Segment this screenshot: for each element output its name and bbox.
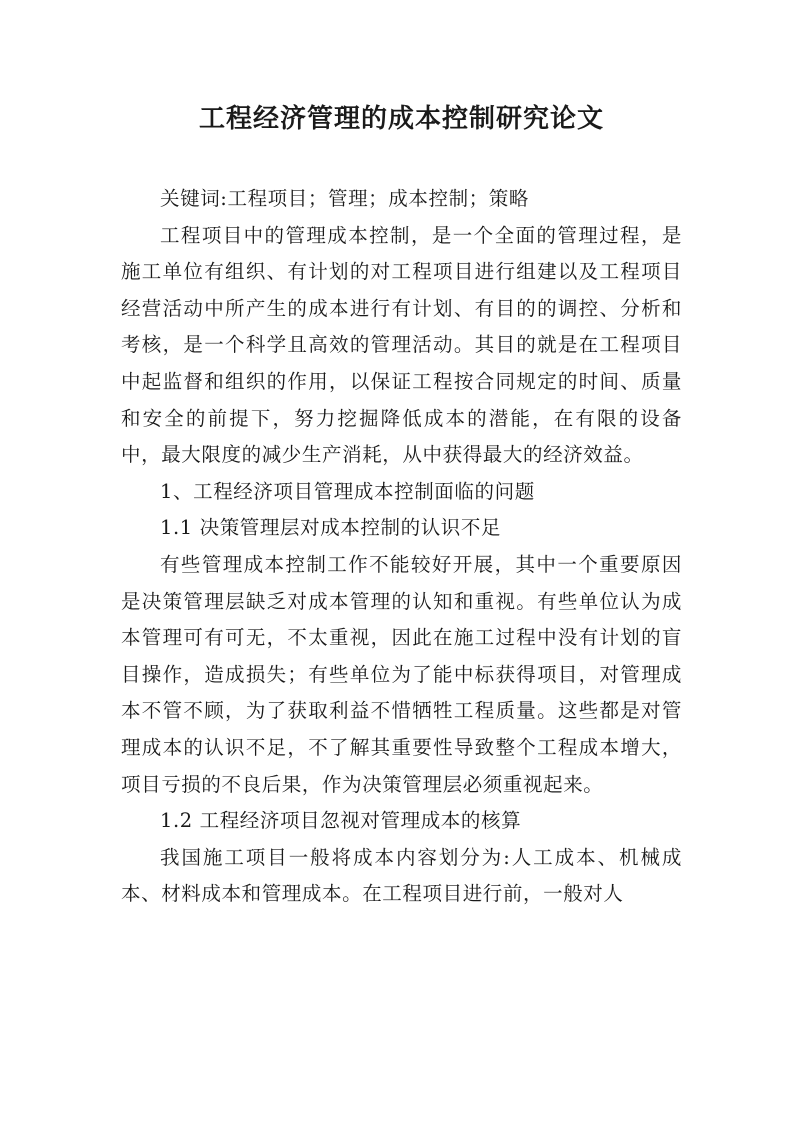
keywords-line: 关键词:工程项目；管理；成本控制；策略 [160,187,529,210]
document-title: 工程经济管理的成本控制研究论文 [198,104,604,134]
document-body [121,181,682,913]
intro-paragraph: 工程项目中的管理成本控制，是一个全面的管理过程，是施工单位有组织、有计划的对工程项目进行组建以及工程项目经营活动中所产生的成本进行有计划、有目的的调控、分析和考核，是一个科学且高效的管理活动。其目的就是在工程项目中起监督和组织的作用，以保证工程按合同规定的时间、质量和安全的前提下，努力挖掘降低成本的潜能，在有限的设备中，最大限度的减少生产消耗，从中获得最大的经济效益。 [121,223,682,467]
section-1-heading: 1、工程经济项目管理成本控制面临的问题 [160,479,535,503]
section-1-1-paragraph: 有些管理成本控制工作不能较好开展，其中一个重要原因是决策管理层缺乏对成本管理的认知和重视。有些单位认为成本管理可有可无，不太重视，因此在施工过程中没有计划的盲目操作，造成损失；有些单位为了能中标获得项目，对管理成本不管不顾，为了获取利益不惜牺牲工程质量。这些都是对管理成本的认识不足，不了解其重要性导致整个工程成本增大，项目亏损的不良后果，作为决策管理层必须重视起来。 [121,552,682,796]
section-1-1-heading: 1.1 决策管理层对成本控制的认识不足 [160,516,502,540]
section-1-2-paragraph: 我国施工项目一般将成本内容划分为:人工成本、机械成本、材料成本和管理成本。在工程项目进行前，一般对人 [121,845,682,906]
section-1-2-heading: 1.2 工程经济项目忽视对管理成本的核算 [160,809,522,833]
